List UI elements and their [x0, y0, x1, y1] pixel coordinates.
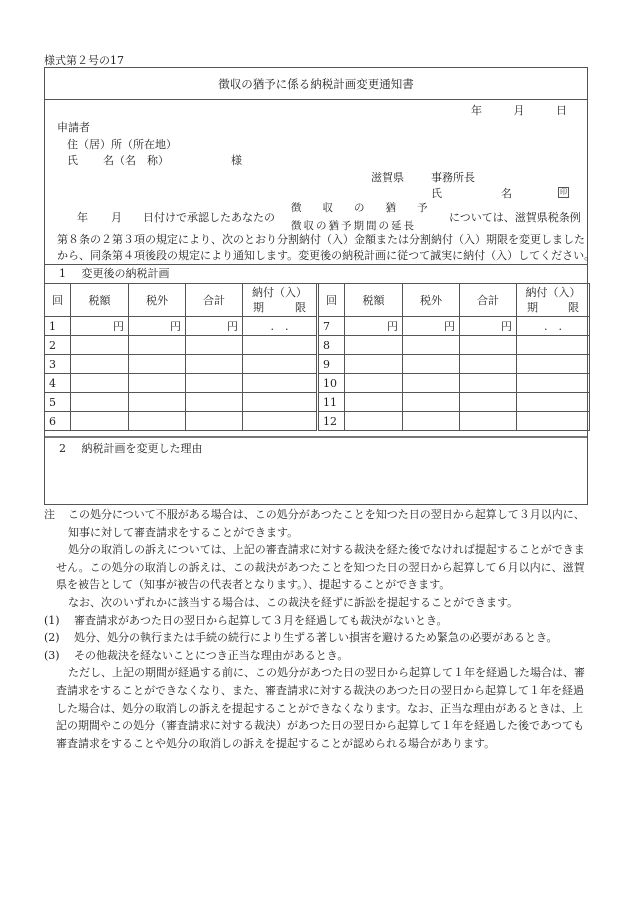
total-amount-cell[interactable]: [186, 412, 243, 431]
form-number: 様式第２号の17: [44, 54, 124, 67]
deadline-cell[interactable]: [517, 374, 590, 393]
installment-number: 1: [45, 317, 71, 336]
total-amount-cell[interactable]: [186, 393, 243, 412]
non-tax-amount-cell[interactable]: [129, 393, 186, 412]
tax-amount-cell[interactable]: [71, 412, 129, 431]
applicant-name-label-2: 名（名 称）: [103, 154, 169, 167]
header-non-tax: 税外: [129, 284, 186, 317]
deadline-cell[interactable]: [243, 336, 318, 355]
note-paragraph-4: ただし、上記の期間が経過する前に、この処分があつた日の翌日から起算して１年を経過した場合は、審査請求をすることができなくなり、また、審査請求に対する裁決のあつた日の翌日から起算して１年を経過した場合は、処分の取消しの訴えを提起することができなくなります。なお、正当な理由があるときは、上記の期間やこの処分（審査請求に対する裁決）があつた日の翌日から起算して１年を経過した後であつても審査請求をすることや処分の取消しの訴えを提起することが認められる場合があります。: [56, 666, 585, 750]
header-deadline-ki: 期: [253, 301, 264, 314]
date-day: 日: [556, 104, 567, 117]
issuer-prefecture: 滋賀県: [371, 171, 404, 184]
applicant-label: 申請者: [57, 121, 90, 134]
total-amount-cell[interactable]: [186, 355, 243, 374]
header-non-tax-right: 税外: [403, 284, 460, 317]
table-row: [45, 355, 590, 374]
installment-number: 9: [318, 355, 345, 374]
issue-date: [443, 102, 567, 118]
total-amount-cell[interactable]: 円: [186, 317, 243, 336]
installment-number: 7: [318, 317, 345, 336]
note-label: 注: [44, 508, 55, 521]
document-title: 徴収の猶予に係る納税計画変更通知書: [45, 68, 587, 100]
tax-amount-cell[interactable]: 円: [345, 317, 403, 336]
non-tax-amount-cell[interactable]: 円: [403, 317, 460, 336]
tax-amount-cell[interactable]: [71, 336, 129, 355]
tax-amount-cell[interactable]: [71, 355, 129, 374]
installment-number: 3: [45, 355, 71, 374]
tax-amount-cell[interactable]: [345, 336, 403, 355]
non-tax-amount-cell[interactable]: [129, 374, 186, 393]
table-row: [45, 412, 590, 431]
seal-icon: 印: [560, 187, 567, 196]
note-item: [44, 629, 592, 647]
non-tax-amount-cell[interactable]: [129, 355, 186, 374]
header-deadline-gen-right: 限: [568, 301, 579, 314]
notes-section: [44, 506, 592, 752]
header-deadline-right: [517, 284, 590, 317]
non-tax-amount-cell[interactable]: [403, 412, 460, 431]
table-header-row: [45, 284, 590, 317]
total-amount-cell[interactable]: [460, 336, 517, 355]
non-tax-amount-cell[interactable]: [403, 393, 460, 412]
deadline-cell[interactable]: . .: [517, 317, 590, 336]
issuer-office-title: 事務所長: [431, 171, 475, 184]
note-item-label: (1): [44, 613, 60, 627]
non-tax-amount-cell[interactable]: [403, 336, 460, 355]
applicant-name-label-1: 氏: [67, 154, 78, 167]
note-item-label: (3): [44, 648, 60, 662]
applicant-address-label: 住（居）所（所在地）: [67, 138, 177, 151]
payment-plan-table: [44, 283, 590, 431]
body-month: 月: [111, 211, 122, 224]
installment-number: 2: [45, 336, 71, 355]
total-amount-cell[interactable]: 円: [460, 317, 517, 336]
installment-number: 8: [318, 336, 345, 355]
header-tax-right: 税額: [345, 284, 403, 317]
non-tax-amount-cell[interactable]: 円: [129, 317, 186, 336]
honorific: 様: [231, 154, 242, 167]
deadline-cell[interactable]: [517, 336, 590, 355]
tax-amount-cell[interactable]: [345, 412, 403, 431]
header-count: 回: [45, 284, 71, 317]
section-1-heading: [45, 264, 587, 284]
total-amount-cell[interactable]: [460, 393, 517, 412]
issuer-name-label-2: 名: [501, 187, 512, 200]
header-deadline-line1: 納付（入）: [252, 286, 307, 299]
table-row: [45, 336, 590, 355]
installment-number: 6: [45, 412, 71, 431]
total-amount-cell[interactable]: [186, 336, 243, 355]
header-total-right: 合計: [460, 284, 517, 317]
section-2-title: 納税計画を変更した理由: [81, 442, 203, 455]
deadline-cell[interactable]: [243, 374, 318, 393]
total-amount-cell[interactable]: [460, 374, 517, 393]
total-amount-cell[interactable]: [460, 412, 517, 431]
option-deferral: 徴 収 の 猶 予: [291, 202, 428, 214]
tax-amount-cell[interactable]: [71, 374, 129, 393]
header-count-right: 回: [318, 284, 345, 317]
date-month: 月: [513, 104, 525, 117]
installment-number: 11: [318, 393, 345, 412]
table-row: [45, 317, 590, 336]
deadline-cell[interactable]: [243, 412, 318, 431]
section-2-reason: [45, 436, 587, 506]
total-amount-cell[interactable]: [186, 374, 243, 393]
body-line-2: 第８条の２第３項の規定により、次のとおり分割納付（入）金額または分割納付（入）期限を変更しました: [57, 233, 585, 246]
header-deadline-line1-right: 納付（入）: [525, 286, 581, 299]
header-deadline: [243, 284, 318, 317]
issuer-name-label-1: 氏: [431, 187, 442, 200]
section-1-number: 1: [59, 267, 66, 280]
tax-amount-cell[interactable]: [345, 355, 403, 374]
total-amount-cell[interactable]: [460, 355, 517, 374]
installment-number: 12: [318, 412, 345, 431]
notice-form: [44, 67, 596, 505]
body-regarding: については、滋賀県税条例: [449, 211, 581, 224]
table-row: [45, 374, 590, 393]
non-tax-amount-cell[interactable]: [403, 355, 460, 374]
note-item-list: [44, 612, 592, 665]
section-2-number: 2: [59, 442, 66, 455]
note-text-1: この処分について不服がある場合は、この処分があつたことを知つた日の翌日から起算して３月以内に、知事に対して審査請求をすることができます。: [68, 508, 585, 539]
date-year: 年: [471, 104, 482, 117]
deadline-cell[interactable]: [517, 355, 590, 374]
seal-mark: [558, 185, 569, 198]
note-paragraph-2: 処分の取消しの訴えについては、上記の審査請求に対する裁決を経た後でなければ提起することができません。この処分の取消しの訴えは、この裁決があつたことを知つた日の翌日から起算して６月以内に、滋賀県を被告として（知事が被告の代表者となります。）、提起することができます。: [56, 543, 585, 592]
tax-amount-cell[interactable]: 円: [71, 317, 129, 336]
tax-amount-cell[interactable]: [345, 374, 403, 393]
tax-amount-cell[interactable]: [71, 393, 129, 412]
note-item: [44, 612, 592, 630]
note-item-text: 処分、処分の執行または手続の続行により生ずる著しい損害を避けるため緊急の必要があるとき。: [74, 631, 558, 645]
body-year: 年: [77, 211, 88, 224]
body-line-3: から、同条第４項後段の規定により通知します。変更後の納税計画に従つて誠実に納付（入）してください。: [57, 249, 596, 262]
note-paragraph-1: [44, 506, 592, 541]
deadline-cell[interactable]: . .: [243, 317, 318, 336]
body-approved-text: 日付けで承認したあなたの: [143, 211, 275, 224]
note-item: [44, 647, 592, 665]
header-total: 合計: [186, 284, 243, 317]
header-deadline-gen: 限: [295, 301, 306, 314]
installment-number: 10: [318, 374, 345, 393]
deadline-cell[interactable]: [517, 412, 590, 431]
note-item-text: 審査請求があつた日の翌日から起算して３月を経過しても裁決がないとき。: [74, 613, 448, 627]
note-item-label: (2): [44, 631, 60, 645]
non-tax-amount-cell[interactable]: [403, 374, 460, 393]
non-tax-amount-cell[interactable]: [129, 336, 186, 355]
installment-number: 5: [45, 393, 71, 412]
header-tax: 税額: [71, 284, 129, 317]
note-paragraph-3: なお、次のいずれかに該当する場合は、この裁決を経ずに訴訟を提起することができます。: [68, 595, 519, 609]
section-1-title: 変更後の納税計画: [81, 267, 170, 280]
tax-amount-cell[interactable]: [345, 393, 403, 412]
non-tax-amount-cell[interactable]: [129, 412, 186, 431]
note-item-text: その他裁決を経ないことにつき正当な理由があるとき。: [74, 648, 349, 662]
option-extension: 徴収の猶予期間の延長: [291, 220, 416, 232]
deadline-cell[interactable]: [517, 393, 590, 412]
installment-number: 4: [45, 374, 71, 393]
header-deadline-ki-right: 期: [527, 301, 538, 314]
table-row: [45, 393, 590, 412]
deadline-cell[interactable]: [243, 393, 318, 412]
deadline-cell[interactable]: [243, 355, 318, 374]
